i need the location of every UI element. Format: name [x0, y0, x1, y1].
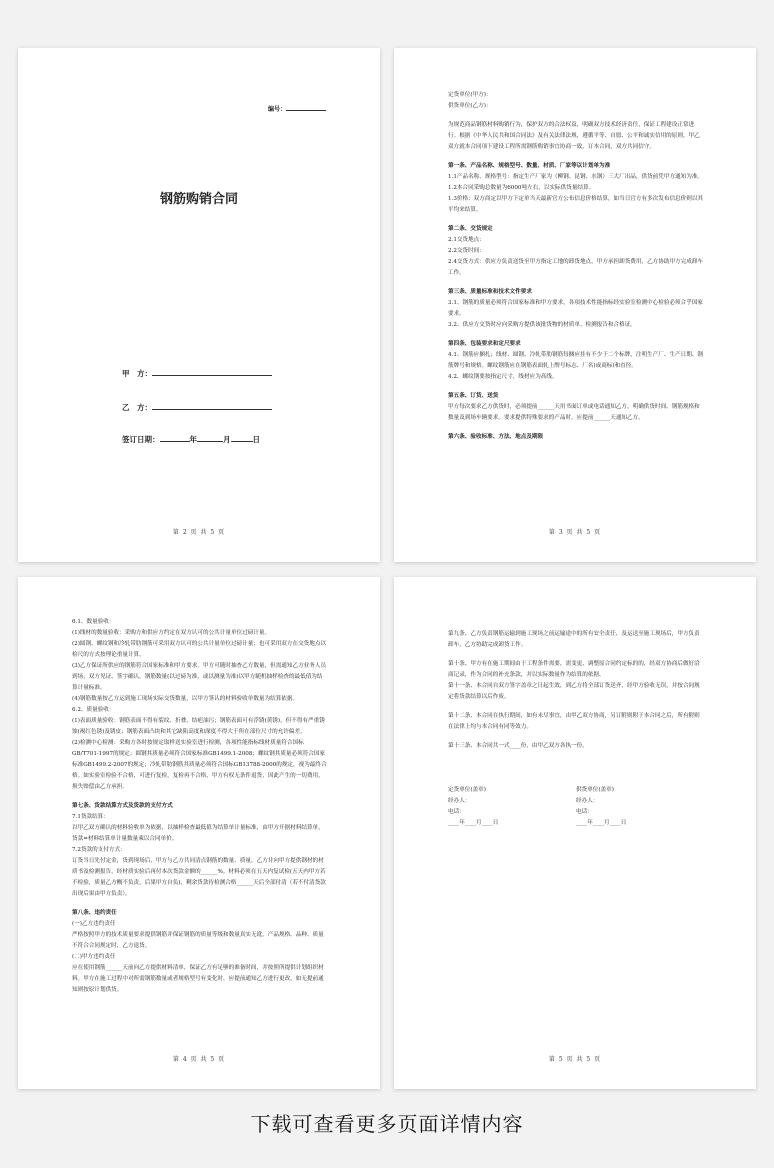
paragraph: (1)表面质量验收：钢筋表面不得有裂纹、折叠、结疤油污；钢筋表面可有浮锈(黄锈)，但不得有严重锈蚀(褐红色锈)及锈皮；钢筋表面凸块和其它缺陷高度和深度不得大于所在部位尺寸的允许偏差。	[72, 718, 325, 735]
paragraph-gap	[448, 153, 704, 161]
document-title: 钢筋购销合同	[159, 192, 238, 207]
signature-line: ____年____月____日	[576, 820, 627, 826]
paragraph: 甲方每次要求乙方供货时，必须提前______天用书面订单或电话通知乙方，明确供货时间、钢筋规格和数量及到场车辆要求。要求提供特殊要求的产品时，应提前______天通知乙方。	[448, 404, 700, 421]
download-caption: 下载可查看更多页面详情内容	[250, 1112, 524, 1136]
year-blank	[160, 441, 190, 442]
section-heading: 第八条、违约责任	[72, 910, 117, 916]
paragraph: 3.1、钢筋的质量必须符合国家标准和甲方要求，各项技术性能指标经实验室检测中心检验必须合乎国家要求。	[448, 300, 704, 317]
paragraph: 1.3价格：双方商定以甲方下定单当天最新官方公布信息价格结算，如当日官方有多次发布信息价则以其平均来结算。	[448, 196, 704, 213]
contract-page-2	[394, 48, 756, 562]
paragraph: (4)钢筋数量按乙方运到施工现场实际交货数量，以甲方签认的材料验收单数量为结算依据。	[72, 696, 299, 702]
paragraph-gap	[448, 383, 704, 391]
page-body	[448, 90, 704, 443]
page-number: 第 3 页 共 5 页	[548, 529, 602, 536]
paragraph: 2.4交货方式：供应方负责送货至甲方指定工地的卸货地点，甲方承担卸货费用，乙方协助甲方完成卸车工作。	[448, 259, 704, 276]
signature-line: 电话：	[448, 809, 465, 815]
signature-line: 定货单位(盖章)	[448, 787, 486, 793]
paragraph: 第十条、甲方有在施工期间由于工程条件需要，需变更、调整原合同约定标的的，经双方协商后做好洽商记录，作为合同的补充条款，并以实际数量作为结算的依据。	[448, 661, 700, 678]
party-b-blank	[152, 409, 272, 410]
paragraph: 3.2、供应方交货时应向采购方提供该批货物的材质单、检测报告和合格证。	[448, 322, 636, 328]
paragraph-gap	[448, 424, 704, 432]
page-number: 第 2 页 共 5 页	[172, 529, 226, 536]
paragraph: 严格按照甲方的技术质量要求提供钢筋并保证钢筋的质量等级和数量真实无讹，产品规格、品种、质量不符合合同规定时，乙方退货。	[72, 932, 324, 949]
paragraph: (3)乙方保证所供应的钢筋符合国家标准和甲方要求。甲方可随时抽查乙方数量，但需通知乙方业务人员到场，双方见证、签字确认。钢筋数量(以过磅为准，或以测量为准)以甲方随机抽样检查的最低值为结算计量标准。	[72, 663, 327, 691]
seller-signature	[576, 785, 704, 829]
signature-line: 电话：	[576, 809, 593, 815]
paragraph: (2)圆钢、螺纹钢和冷轧带肋钢筋可采用双方认可的公共计量单位过磅计量；也可采用双方在交货地点以检尺的方式按理论重量计算。	[72, 641, 327, 658]
signature-line: 供货单位(盖章)	[576, 787, 614, 793]
paragraph: 1.2本合同采购总数量为6000吨左右，以实际供货量结算。	[448, 185, 595, 191]
sign-date-row	[122, 434, 260, 445]
party-a-label: 甲 方：	[122, 369, 152, 378]
paragraph: 2.1交货地点：	[448, 237, 485, 243]
month-blank	[197, 441, 223, 442]
signature-line: 经办人：	[576, 798, 599, 804]
party-a-row	[122, 368, 272, 379]
buyer-signature	[448, 785, 576, 829]
paragraph: 第十一条、本合同自双方签字盖章之日起生效，到乙方将全部订货送齐，经甲方验收无误，并按合同规定将货款结算以后作废。	[448, 683, 700, 700]
paragraph: 4.2、螺纹钢要按指定尺寸，线材应为高线。	[448, 374, 558, 380]
paragraph: 6.1、数量验收：	[72, 619, 115, 625]
month-label: 月	[223, 435, 231, 444]
page-number: 第 5 页 共 5 页	[548, 1056, 602, 1063]
page-body	[448, 629, 704, 752]
paragraph-gap	[448, 279, 704, 287]
paragraph: 应在使用钢筋______天前向乙方提供材料清单，保证乙方有足够的准备时间，并按照所提供计划组织材料。甲方在施工过程中对所需钢筋数量或者规格型号有变化时，应提前通知乙方进行更改，如无提前通知则按原计划供货。	[72, 965, 324, 993]
paragraph: (一)乙方违约责任	[72, 921, 116, 927]
contract-page-4	[394, 577, 756, 1089]
paragraph: 2.2交货时间：	[448, 248, 485, 254]
party-b-row	[122, 402, 272, 413]
paragraph: 第十二条、本合同在执行期间，如有未尽事宜，由甲乙双方协商，另订附则附于本合同之后，所有附则在法律上均与本合同有同等效力。	[448, 713, 700, 730]
day-blank	[231, 441, 253, 442]
paragraph-gap	[448, 703, 704, 711]
paragraph: 4.1、钢筋应捆扎；线材、圆钢、冷轧带肋钢筋每捆应挂有不少于二个标牌，注明生产厂、生产日期、钢筋牌号和规格。螺纹钢筋应在钢筋表面轧上牌号标志、厂名(或商标)和直径。	[448, 352, 704, 369]
paragraph: 1.1产品名称、规格型号：指定生产厂家为（柳钢、昆钢、水钢）三大厂出品，供货前凭甲方通知为准。	[448, 174, 704, 180]
sign-date-label: 签订日期：	[122, 435, 160, 444]
contract-number	[268, 104, 326, 113]
paragraph: 供货单位(乙方)：	[448, 103, 492, 109]
paragraph: 第九条、乙方负责钢筋运输到施工现场之前运输途中的所有安全责任，及运送至施工现场后，甲方负责卸车，乙方协助完成卸货工作。	[448, 631, 700, 648]
section-heading: 第六条、验收标准、方法、地点及期限	[448, 434, 544, 440]
paragraph: 第十三条、本合同共一式____份，由甲乙双方各执一份。	[448, 743, 588, 749]
paragraph-gap	[72, 900, 328, 908]
paragraph-gap	[72, 793, 328, 801]
paragraph-gap	[448, 112, 704, 120]
contract-page-cover	[18, 48, 380, 562]
paragraph: 7.1货款结算：	[72, 814, 109, 820]
day-label: 日	[252, 435, 260, 444]
paragraph: 订货当日先付定金，货到现场后，甲方与乙方共同清点钢筋的数量、质量。乙方并向甲方提供钢材的材质书及检测报告，经材质实验后再付本次货款金额的______%。材料必须在五天内复试检(五天内甲方若不检验，质量乙方概不负责，后果甲方自负)，剩余货款待检测合格______天后全部付清（若不付清货款出现后果由甲方负责）。	[72, 858, 326, 897]
contract-page-3	[18, 577, 380, 1089]
paragraph: (二)甲方违约责任	[72, 954, 116, 960]
paragraph: 为规范商品钢筋材料购销行为，保护双方的合法权益，明确双方技术经济责任，保证工程建设正常进行。根据《中华人民共和国合同法》及有关法律法规，遵循平等、自愿、公平和诚实信用的原则，甲乙双方就本合同项下建设工程所需钢筋购销事宜协商一致，订本合同，双方共同信守。	[448, 122, 700, 150]
paragraph-gap	[448, 651, 704, 659]
paragraph-gap	[448, 216, 704, 224]
section-heading: 第二条、交货规定	[448, 226, 493, 232]
paragraph: (1)线材的数量验收：采购方和供应方约定在双方认可的公共计量单位过磅计量。	[72, 630, 271, 636]
year-label: 年	[189, 435, 197, 444]
contract-number-blank	[286, 110, 326, 111]
paragraph-gap	[448, 733, 704, 741]
section-heading: 第四条、包装要求和定尺要求	[448, 341, 521, 347]
signature-line: 经办人：	[448, 798, 471, 804]
page-body	[72, 617, 328, 996]
section-heading: 第七条、货款结算方式及货款的支付方式	[72, 803, 173, 809]
paragraph-gap	[448, 331, 704, 339]
party-b-label: 乙 方：	[122, 403, 152, 412]
section-heading: 第三条、质量标准和技术文件要求	[448, 289, 532, 295]
page-number: 第 4 页 共 5 页	[172, 1056, 226, 1063]
section-heading: 第五条、订货、送货	[448, 393, 499, 399]
contract-number-label: 编号：	[267, 106, 286, 113]
signature-line: ____年____月____日	[448, 820, 499, 826]
section-heading: 第一条、产品名称、规格型号、数量、材质、厂家等以计划单为准	[448, 163, 611, 169]
paragraph: 6.2、质量验收：	[72, 707, 115, 713]
party-a-blank	[152, 375, 272, 376]
paragraph: 以甲乙双方确认的材料验收单为依据，以抽样检查最低值为结算单计量标准，由甲方开据材料结算单，货款=材料结算单计量数量乘以合同单价。	[72, 825, 324, 842]
signature-block	[448, 785, 704, 829]
paragraph: (2)检测中心检测：采购方各时按规定取样送实验室进行检测，各项性能指标线材质量符合国标GB/T701-1997的规定；圆钢其质量必须符合国家标准GB1499.1-2008；螺纹钢其质量必须符合国家标准GB1499.2-2007的规定；冷轧带肋钢筋其质量必须符合国标GB13788-2000的规定，视为最终合格。如实验室检验不合格，可进行复检，复检再不合格，甲方有权无条件退货，因此产生的一切费用，损失赔偿由乙方承担。	[72, 740, 327, 790]
paragraph: 定货单位(甲方)：	[448, 92, 492, 98]
paragraph: 7.2货款的支付方式：	[72, 847, 126, 853]
